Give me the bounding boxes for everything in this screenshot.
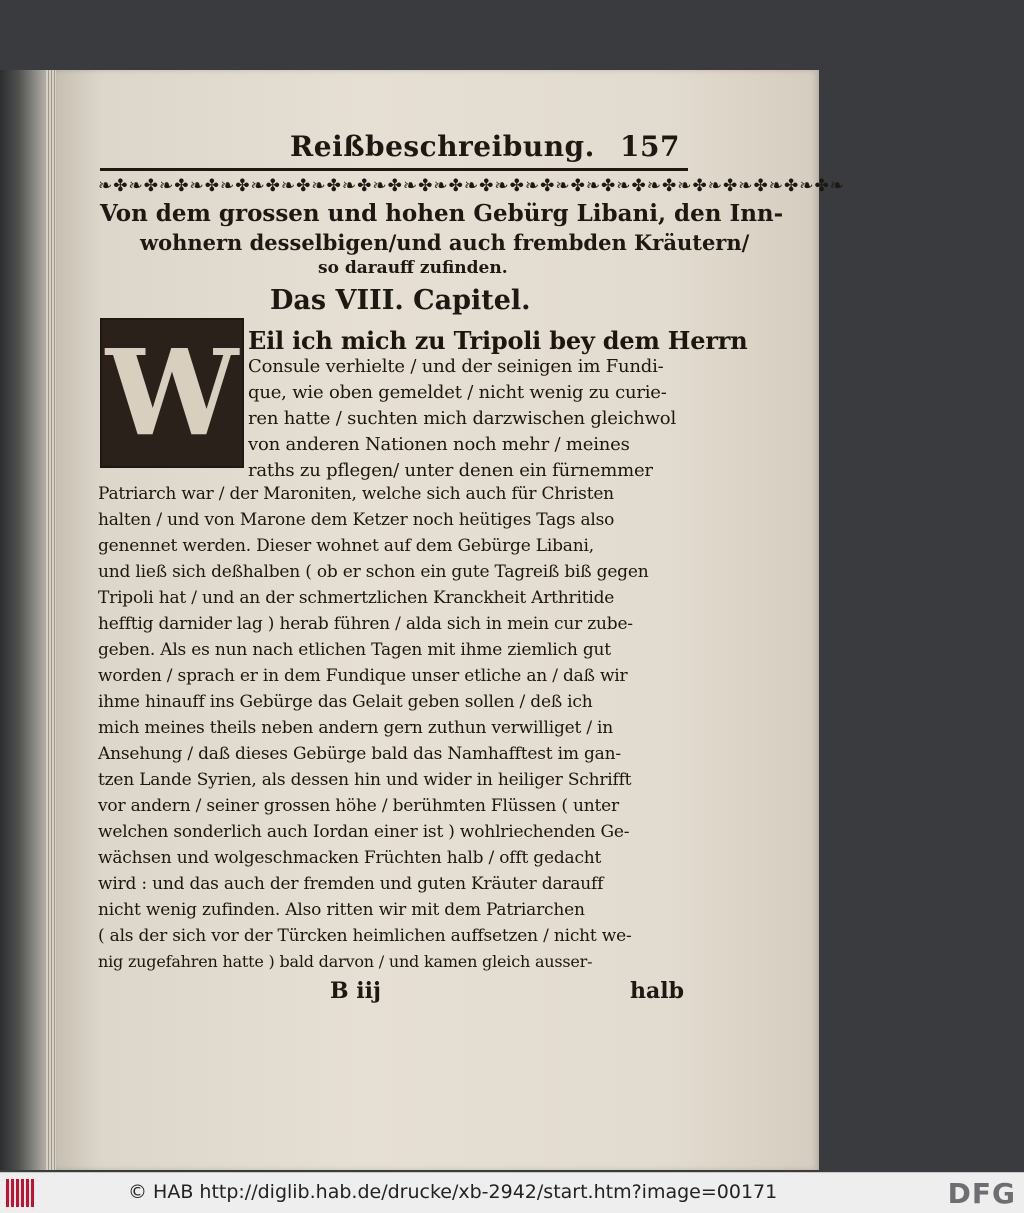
heading-line: Von dem grossen und hohen Gebürg Libani, den Inn- [100,200,784,227]
ornament-band: ❧✤❧✤❧✤❧✤❧✤❧✤❧✤❧✤❧✤❧✤❧✤❧✤❧✤❧✤❧✤❧✤❧✤❧✤❧✤❧✤❧✤❧✤❧✤❧✤❧ [98,176,845,196]
body-line: que, wie oben gemeldet / nicht wenig zu curie- [248,382,667,403]
head-rule [100,168,688,171]
viewer-footer [0,1172,1024,1213]
heading-line: so darauff zufinden. [318,258,508,278]
body-line: wird : und das auch der fremden und guten Kräuter darauff [98,874,604,894]
heading-line: wohnern desselbigen/und auch frembden Kräutern/ [140,230,750,255]
body-line: Eil ich mich zu Tripoli bey dem Herrn [248,326,748,355]
catchword: halb [630,978,684,1004]
body-line: Consule verhielte / und der seinigen im Fundi- [248,356,664,377]
body-line: Patriarch war / der Maroniten, welche sich auch für Christen [98,484,614,504]
body-line: nig zugefahren hatte ) bald darvon / und kamen gleich ausser- [98,952,593,971]
body-line: wächsen und wolgeschmacken Früchten halb / offt gedacht [98,848,602,868]
decorated-initial: W [100,318,244,468]
body-line: von anderen Nationen noch mehr / meines [248,434,630,455]
body-line: welchen sonderlich auch Iordan einer ist ) wohlriechenden Ge- [98,822,630,842]
body-line: raths zu pflegen/ unter denen ein fürnemmer [248,460,653,481]
body-line: und ließ sich deßhalben ( ob er schon ein gute Tagreiß biß gegen [98,562,649,582]
copyright-link[interactable]: © HAB http://diglib.hab.de/drucke/xb-2942/start.htm?image=00171 [128,1181,778,1203]
body-line: halten / und von Marone dem Ketzer noch heütiges Tags also [98,510,615,530]
body-line: nicht wenig zufinden. Also ritten wir mit dem Patriarchen [98,900,585,920]
body-line: geben. Als es nun nach etlichen Tagen mit ihme ziemlich gut [98,640,611,660]
body-line: vor andern / seiner grossen höhe / berühmten Flüssen ( unter [98,796,619,816]
body-line: ( als der sich vor der Türcken heimlichen auffsetzen / nicht we- [98,926,632,946]
signature-mark: B iij [330,978,381,1004]
body-line: hefftig darnider lag ) herab führen / alda sich in mein cur zube- [98,614,633,634]
dfg-logo: DFG [947,1177,1016,1210]
chapter-title: Das VIII. Capitel. [270,285,531,316]
body-line: Ansehung / daß dieses Gebürge bald das Namhafftest im gan- [98,744,621,764]
body-line: mich meines theils neben andern gern zuthun verwilliget / in [98,718,614,738]
facing-page-spine [0,70,62,1170]
body-line: ren hatte / suchten mich darzwischen gleichwol [248,408,676,429]
body-line: genennet werden. Dieser wohnet auf dem Gebürge Libani, [98,536,594,556]
body-line: Tripoli hat / und an der schmertzlichen Kranckheit Arthritide [98,588,615,608]
running-title: Reißbeschreibung. [290,130,595,163]
body-line: tzen Lande Syrien, als dessen hin und wider in heiliger Schrifft [98,770,632,790]
hab-logo-icon [6,1179,34,1207]
page-number: 157 [620,130,680,163]
body-line: worden / sprach er in dem Fundique unser etliche an / daß wir [98,666,628,686]
body-line: ihme hinauff ins Gebürge das Gelait geben sollen / deß ich [98,692,593,712]
